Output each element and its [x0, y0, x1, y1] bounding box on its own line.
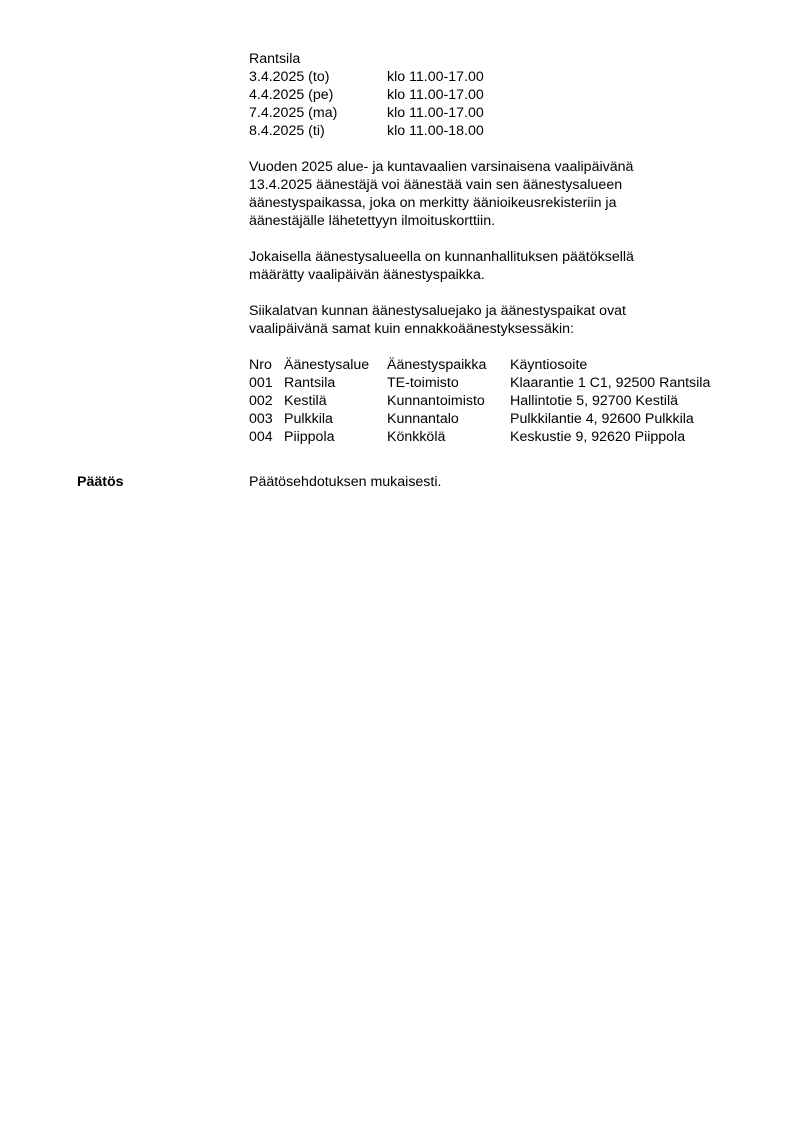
table-cell-place: Kunnantoimisto [387, 393, 485, 409]
schedule-time: klo 11.00-18.00 [387, 123, 484, 139]
paragraph-line: Vuoden 2025 alue- ja kuntavaalien varsinaisena vaalipäivänä [249, 159, 634, 175]
paragraph-line: vaalipäivänä samat kuin ennakkoäänestyksessäkin: [249, 321, 574, 337]
decision-label: Päätös [77, 474, 124, 490]
paragraph-line: äänestäjälle lähetettyyn ilmoituskorttiin. [249, 213, 496, 229]
table-row [249, 428, 749, 446]
table-cell-nro: 004 [249, 429, 273, 445]
table-cell-place: Kunnantalo [387, 411, 459, 427]
schedule-row [249, 68, 749, 86]
table-header-row [249, 356, 749, 374]
table-cell-nro: 003 [249, 411, 273, 427]
schedule-time: klo 11.00-17.00 [387, 69, 484, 85]
paragraph-voting-place [249, 248, 749, 284]
table-header: Käyntiosoite [510, 357, 588, 373]
table-header: Äänestyspaikka [387, 357, 487, 373]
schedule-time: klo 11.00-17.00 [387, 87, 484, 103]
paragraph-election-day [249, 158, 749, 230]
schedule-list [249, 68, 749, 140]
table-cell-district: Piippola [284, 429, 335, 445]
paragraph-line: määrätty vaalipäivän äänestyspaikka. [249, 267, 485, 283]
schedule-date: 8.4.2025 (ti) [249, 123, 325, 139]
table-row [249, 392, 749, 410]
schedule-date: 3.4.2025 (to) [249, 69, 330, 85]
paragraph-line: Siikalatvan kunnan äänestysaluejako ja äänestyspaikat ovat [249, 303, 627, 319]
schedule-date: 7.4.2025 (ma) [249, 105, 338, 121]
table-cell-nro: 002 [249, 393, 273, 409]
table-cell-address: Hallintotie 5, 92700 Kestilä [510, 393, 678, 409]
decision-text: Päätösehdotuksen mukaisesti. [249, 474, 442, 490]
schedule-row [249, 122, 749, 140]
table-row [249, 374, 749, 392]
table-row [249, 410, 749, 428]
table-header: Äänestysalue [284, 357, 370, 373]
document-body [249, 50, 749, 446]
paragraph-line: 13.4.2025 äänestäjä voi äänestää vain sen äänestysalueen [249, 177, 623, 193]
table-cell-address: Pulkkilantie 4, 92600 Pulkkila [510, 411, 694, 427]
schedule-date: 4.4.2025 (pe) [249, 87, 334, 103]
schedule-row [249, 104, 749, 122]
place-name: Rantsila [249, 51, 301, 67]
table-cell-district: Rantsila [284, 375, 336, 391]
table-cell-district: Pulkkila [284, 411, 333, 427]
table-cell-district: Kestilä [284, 393, 327, 409]
table-cell-place: TE-toimisto [387, 375, 459, 391]
table-cell-address: Klaarantie 1 C1, 92500 Rantsila [510, 375, 711, 391]
table-header: Nro [249, 357, 272, 373]
schedule-row [249, 86, 749, 104]
schedule-time: klo 11.00-17.00 [387, 105, 484, 121]
table-cell-place: Könkkölä [387, 429, 446, 445]
schedule-place [249, 50, 749, 68]
table-cell-nro: 001 [249, 375, 273, 391]
paragraph-line: Jokaisella äänestysalueella on kunnanhallituksen päätöksellä [249, 249, 634, 265]
table-cell-address: Keskustie 9, 92620 Piippola [510, 429, 686, 445]
district-table [249, 356, 749, 446]
paragraph-line: äänestyspaikassa, joka on merkitty äänioikeusrekisteriin ja [249, 195, 617, 211]
paragraph-districts [249, 302, 749, 338]
